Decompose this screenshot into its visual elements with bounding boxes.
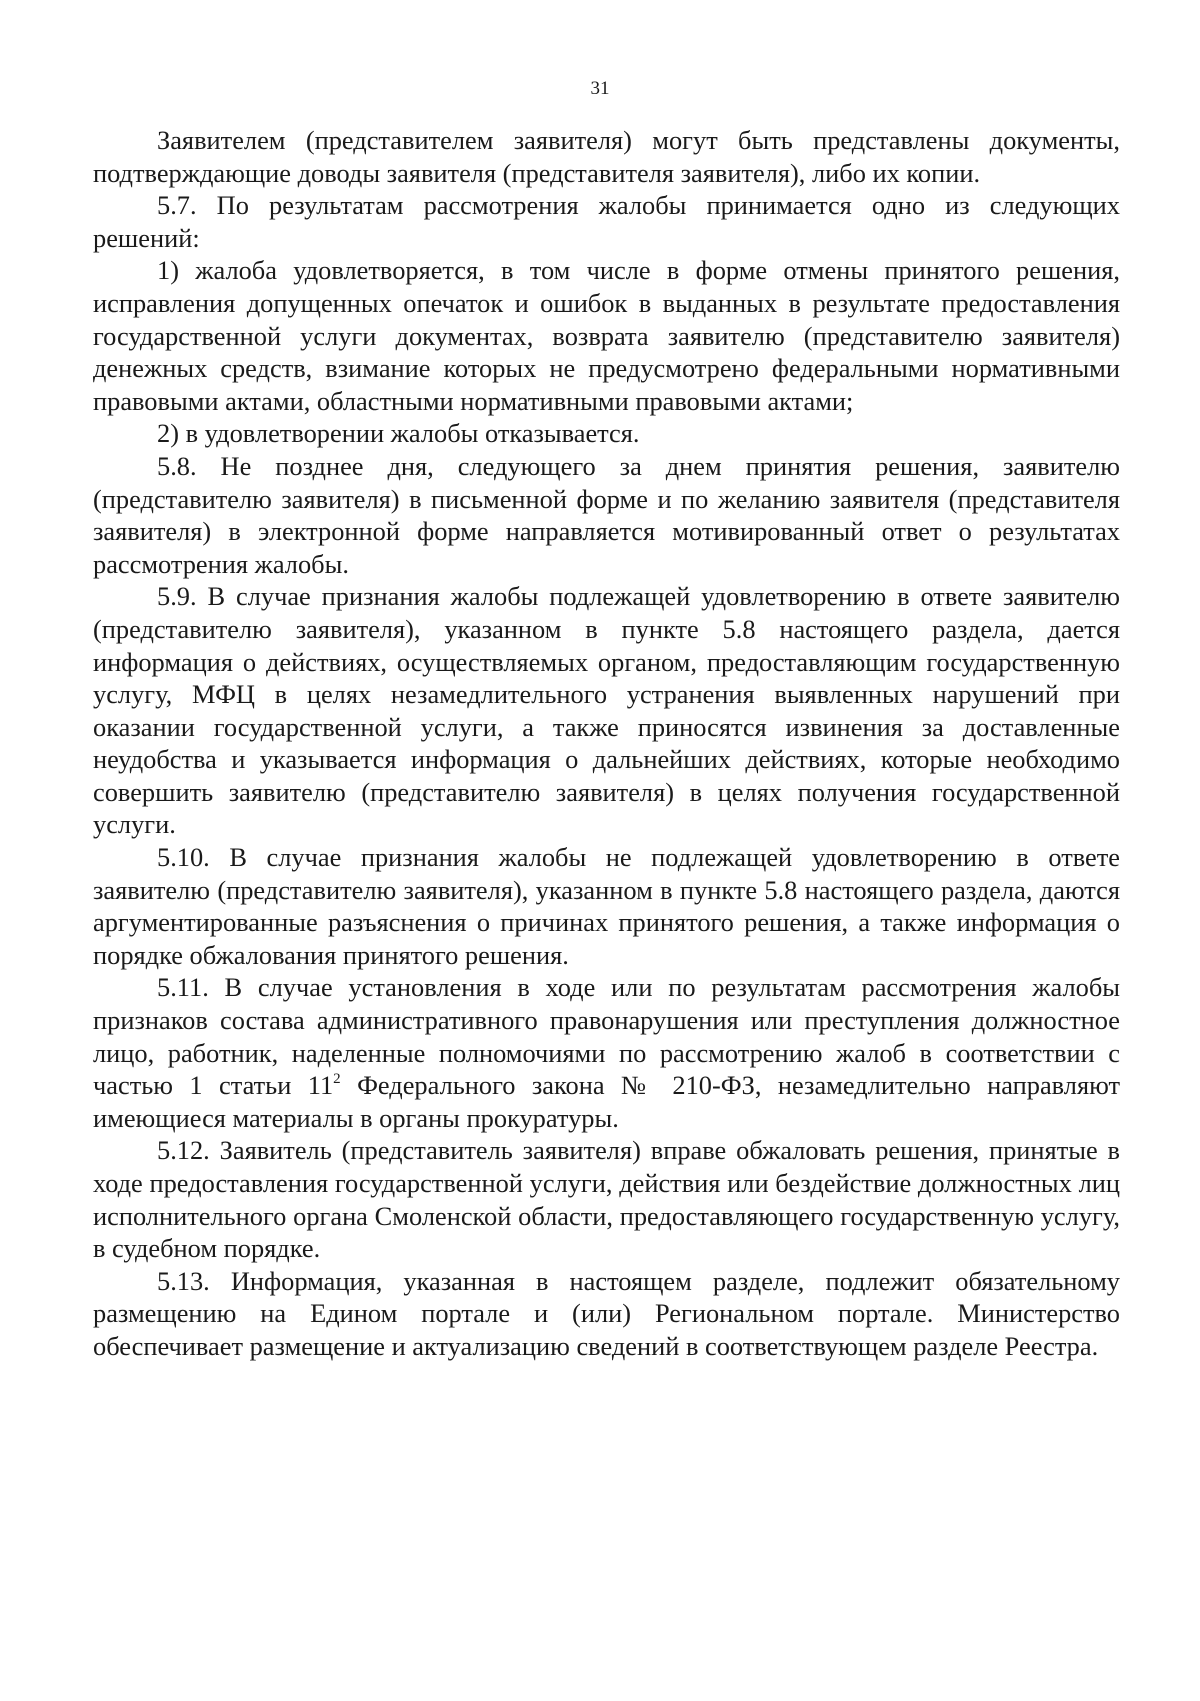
document-body: [93, 124, 1120, 1363]
paragraph-5-8: 5.8. Не позднее дня, следующего за днем принятия решения, заявителю (представителю заявителя) в письменной форме и по желанию заявителя (представителя заявителя) в электронной форме направляется мотивированный ответ о результатах рассмотрения жалобы.: [93, 450, 1120, 579]
paragraph-5-11: [93, 971, 1120, 1134]
paragraph-documents-evidence: Заявителем (представителем заявителя) могут быть представлены документы, подтверждающие доводы заявителя (представителя заявителя), либо их копии.: [93, 125, 1120, 188]
paragraph-5-13: 5.13. Информация, указанная в настоящем разделе, подлежит обязательному размещению на Едином портале и (или) Региональном портале. Министерство обеспечивает размещение и актуализацию сведений в соответствующем разделе Реестра.: [93, 1265, 1120, 1361]
superscript-article-number: 2: [333, 1071, 341, 1088]
paragraph-5-10: 5.10. В случае признания жалобы не подлежащей удовлетворению в ответе заявителю (представителю заявителя), указанном в пункте 5.8 настоящего раздела, даются аргументированные разъяснения о причинах принятого решения, а также информация о порядке обжалования принятого решения.: [93, 842, 1120, 970]
paragraph-5-7: 5.7. По результатам рассмотрения жалобы принимается одно из следующих решений:: [93, 190, 1120, 253]
paragraph-5-11-text: 5.11. В случае установления в ходе или по результатам рассмотрения жалобы признаков состава административного правонарушения или преступления должностное лицо, работник, наделенные полномочиями по рассмотрению жалоб в соответствии с частью 1 статьи 11: [93, 972, 1120, 1101]
paragraph-5-12: 5.12. Заявитель (представитель заявителя) вправе обжаловать решения, принятые в ходе предоставления государственной услуги, действия или бездействие должностных лиц исполнительного органа Смоленской области, предоставляющего государственную услугу, в судебном порядке.: [93, 1135, 1120, 1264]
paragraph-decision-2: 2) в удовлетворении жалобы отказывается.: [157, 418, 640, 449]
paragraph-5-9: 5.9. В случае признания жалобы подлежащей удовлетворению в ответе заявителю (представителю заявителя), указанном в пункте 5.8 настоящего раздела, дается информация о действиях, осуществляемых органом, предоставляющим государственную услугу, МФЦ в целях незамедлительного устранения выявленных нарушений при оказании государственной услуги, а также приносятся извинения за доставленные неудобства и указывается информация о дальнейших действиях, которые необходимо совершить заявителю (представителю заявителя) в целях получения государственной услуги.: [93, 581, 1120, 840]
page-number: 31: [590, 78, 610, 99]
paragraph-decision-1: 1) жалоба удовлетворяется, в том числе в форме отмены принятого решения, исправления допущенных опечаток и ошибок в выданных в результате предоставления государственной услуги документах, возврата заявителю (представителю заявителя) денежных средств, взимание которых не предусмотрено федеральными нормативными правовыми актами, областными нормативными правовыми актами;: [93, 255, 1120, 416]
paragraph-5-11-text-end: Федерального закона № 210-ФЗ, незамедлительно направляют имеющиеся материалы в органы прокуратуры.: [93, 1070, 1120, 1133]
